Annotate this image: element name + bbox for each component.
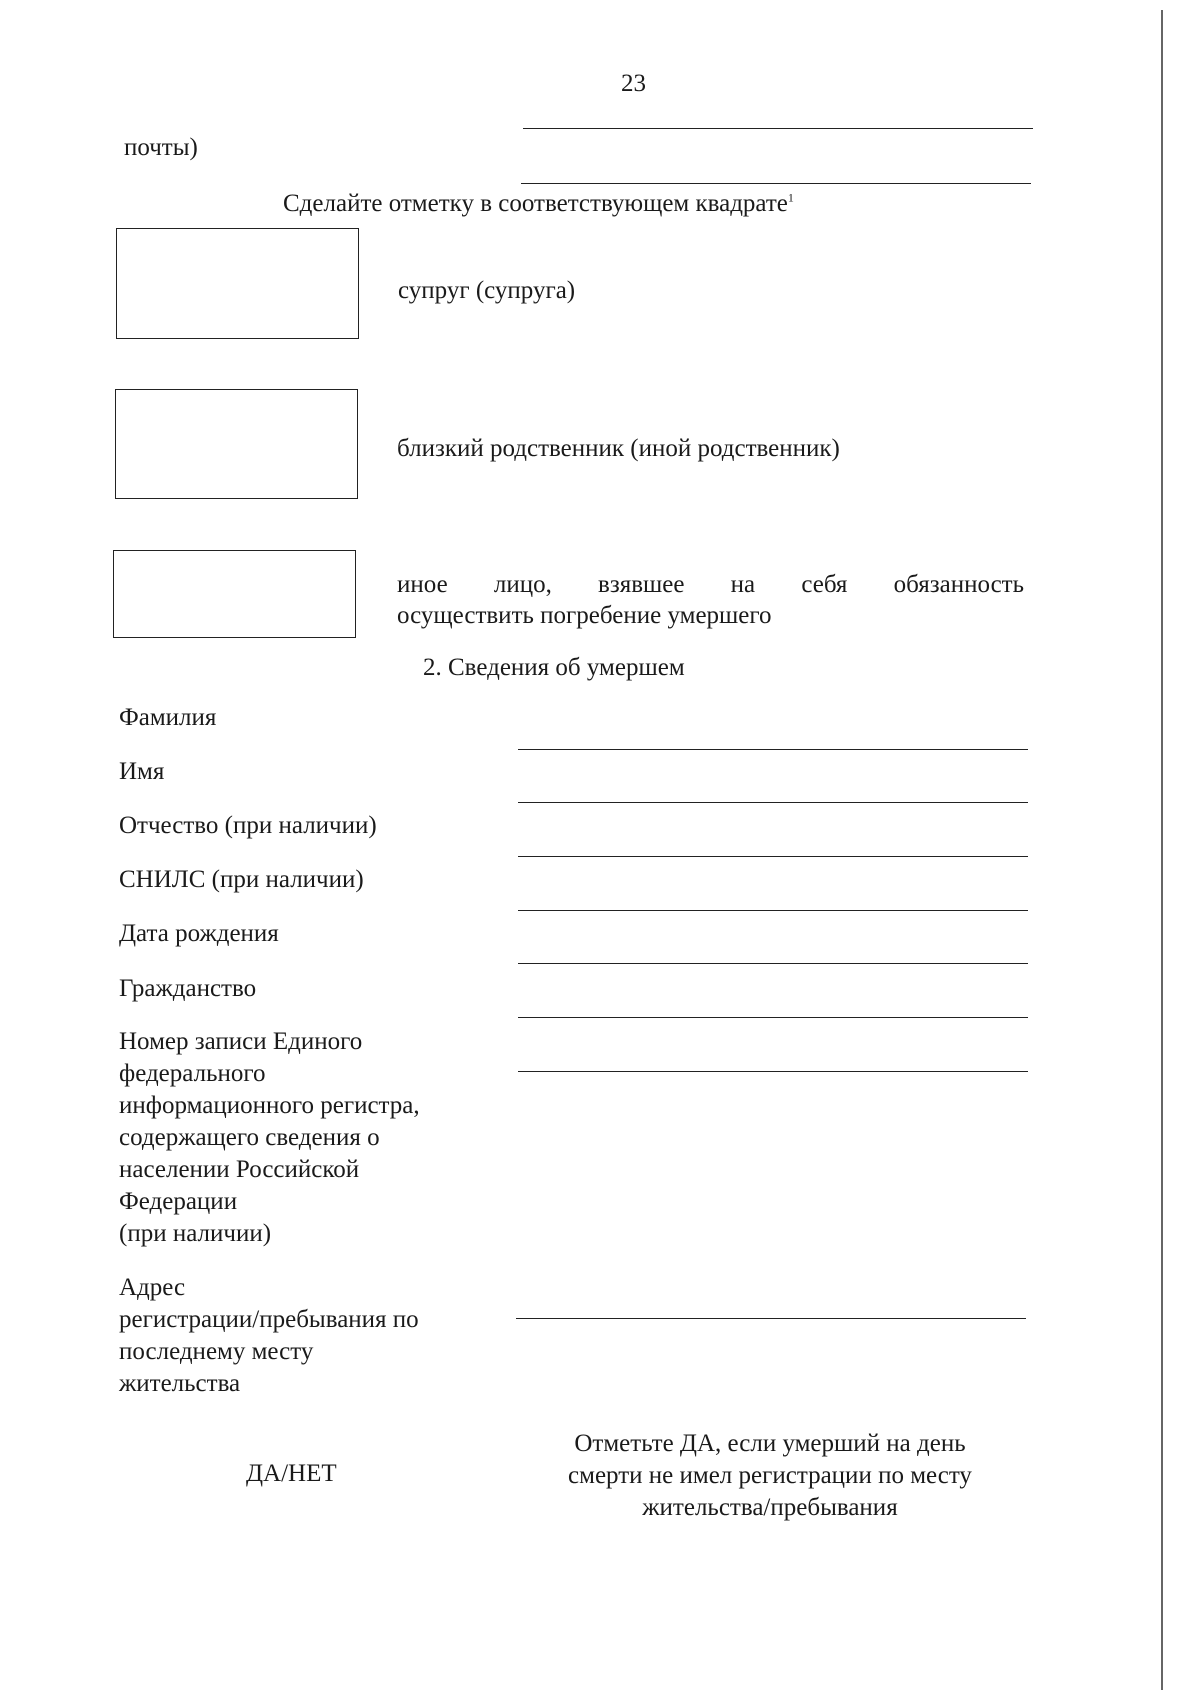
citizenship-input-line[interactable] xyxy=(518,1017,1028,1018)
instruction-main: Сделайте отметку в соответствующем квадрате xyxy=(283,190,788,217)
checkbox-relative[interactable] xyxy=(115,389,358,499)
yes-no-note xyxy=(530,1428,1010,1524)
checkbox-other-person[interactable] xyxy=(113,550,356,638)
section-2-title: 2. Сведения об умершем xyxy=(423,654,685,681)
surname-input-line[interactable] xyxy=(518,749,1028,750)
patronymic-input-line[interactable] xyxy=(518,856,1028,857)
registry-record-label xyxy=(119,1026,420,1250)
checkbox-other-person-line-2: осуществить погребение умершего xyxy=(397,602,772,629)
footnote-mark: 1 xyxy=(787,190,794,205)
yes-no-note-line-2: смерти не имел регистрации по месту xyxy=(568,1462,972,1489)
checkbox-spouse[interactable] xyxy=(116,228,359,339)
top-field-label: почты) xyxy=(124,134,198,161)
top-field-input-line-2[interactable] xyxy=(521,183,1031,184)
yes-no-field[interactable]: ДА/НЕТ xyxy=(246,1460,337,1487)
address-line-1: Адрес xyxy=(119,1274,186,1301)
checkbox-other-person-line-1: иное лицо, взявшее на себя обязанность xyxy=(397,571,1024,598)
checkbox-spouse-label: супруг (супруга) xyxy=(398,277,576,304)
registry-record-line-5: населении Российской xyxy=(119,1156,360,1183)
patronymic-label: Отчество (при наличии) xyxy=(119,812,377,839)
birth-date-label: Дата рождения xyxy=(119,920,279,947)
checkbox-relative-label: близкий родственник (иной родственник) xyxy=(397,435,840,462)
yes-no-note-line-3: жительства/пребывания xyxy=(642,1494,898,1521)
checkbox-other-person-label xyxy=(397,570,1024,631)
surname-label: Фамилия xyxy=(119,704,217,731)
registry-record-line-3: информационного регистра, xyxy=(119,1092,420,1119)
top-field-input-line-1[interactable] xyxy=(523,128,1033,129)
scan-right-border xyxy=(1161,10,1163,1690)
registry-record-input-line[interactable] xyxy=(518,1071,1028,1072)
birth-date-input-line[interactable] xyxy=(518,963,1028,964)
yes-no-note-line-1: Отметьте ДА, если умерший на день xyxy=(574,1430,966,1457)
citizenship-label: Гражданство xyxy=(119,975,257,1002)
registry-record-line-7: (при наличии) xyxy=(119,1220,272,1247)
name-input-line[interactable] xyxy=(518,802,1028,803)
name-label: Имя xyxy=(119,758,165,785)
page-number: 23 xyxy=(621,70,646,97)
registry-record-line-6: Федерации xyxy=(119,1188,238,1215)
instruction-text xyxy=(283,189,794,219)
address-label xyxy=(119,1272,419,1400)
snils-input-line[interactable] xyxy=(518,910,1028,911)
registry-record-line-2: федерального xyxy=(119,1060,266,1087)
address-line-3: последнему месту xyxy=(119,1338,314,1365)
snils-label: СНИЛС (при наличии) xyxy=(119,866,364,893)
address-line-4: жительства xyxy=(119,1370,241,1397)
address-input-line[interactable] xyxy=(516,1318,1026,1319)
registry-record-line-1: Номер записи Единого xyxy=(119,1028,363,1055)
registry-record-line-4: содержащего сведения о xyxy=(119,1124,380,1151)
address-line-2: регистрации/пребывания по xyxy=(119,1306,419,1333)
